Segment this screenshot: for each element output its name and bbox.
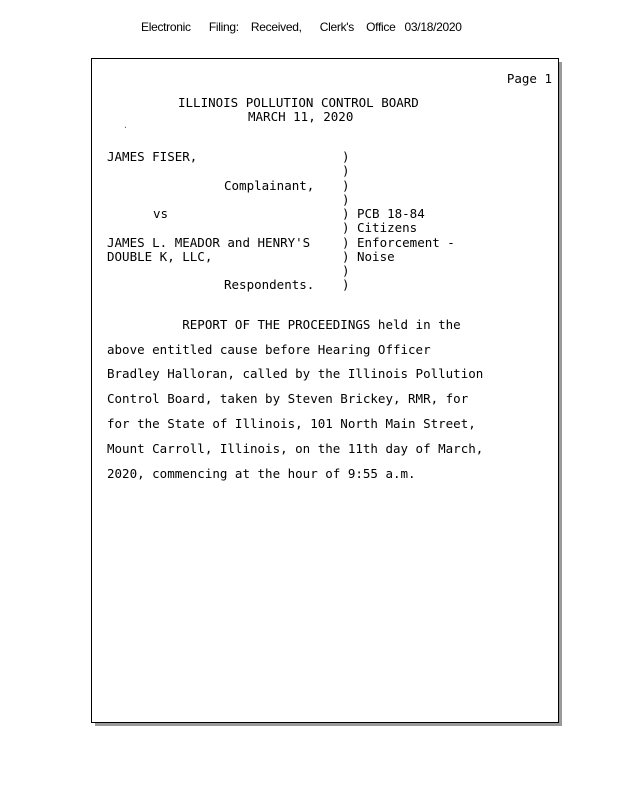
caption-paren: ) bbox=[342, 163, 350, 178]
complainant-role: Complainant, bbox=[224, 178, 315, 193]
caption-paren: ) bbox=[342, 206, 350, 221]
body-line: 2020, commencing at the hour of 9:55 a.m. bbox=[107, 466, 416, 481]
page-number: Page 1 bbox=[506, 71, 552, 86]
respondent-name-line1: JAMES L. MEADOR and HENRY'S bbox=[107, 235, 311, 250]
hearing-date: MARCH 11, 2020 bbox=[248, 109, 354, 124]
caption-paren: ) bbox=[342, 263, 350, 278]
filing-stamp: Electronic Filing: Received, Clerk's Office 03/18/2020 bbox=[141, 20, 462, 34]
complainant-name: JAMES FISER, bbox=[107, 149, 198, 164]
stray-mark: . bbox=[123, 121, 128, 130]
caption-paren: ) bbox=[342, 192, 350, 207]
case-type-line: Citizens bbox=[357, 220, 418, 235]
body-line: Bradley Halloran, called by the Illinois Pollution bbox=[107, 366, 484, 381]
caption-paren: ) bbox=[342, 249, 350, 264]
caption-paren: ) bbox=[342, 277, 350, 292]
body-line: Control Board, taken by Steven Brickey, RMR, for bbox=[107, 391, 469, 406]
case-number: PCB 18-84 bbox=[357, 206, 425, 221]
body-line: above entitled cause before Hearing Officer bbox=[107, 342, 431, 357]
respondent-role: Respondents. bbox=[224, 277, 315, 292]
caption-paren: ) bbox=[342, 178, 350, 193]
body-line: REPORT OF THE PROCEEDINGS held in the bbox=[107, 317, 461, 332]
transcript-page bbox=[91, 58, 559, 723]
body-line: for the State of Illinois, 101 North Main Street, bbox=[107, 416, 476, 431]
board-name: ILLINOIS POLLUTION CONTROL BOARD bbox=[178, 95, 419, 110]
body-line: Mount Carroll, Illinois, on the 11th day of March, bbox=[107, 441, 484, 456]
case-type-line: Noise bbox=[357, 249, 395, 264]
versus-label: vs bbox=[153, 206, 169, 221]
respondent-name-line2: DOUBLE K, LLC, bbox=[107, 249, 213, 264]
caption-paren: ) bbox=[342, 149, 350, 164]
caption-paren: ) bbox=[342, 220, 350, 235]
caption-paren: ) bbox=[342, 235, 350, 250]
case-type-line: Enforcement - bbox=[357, 235, 455, 250]
